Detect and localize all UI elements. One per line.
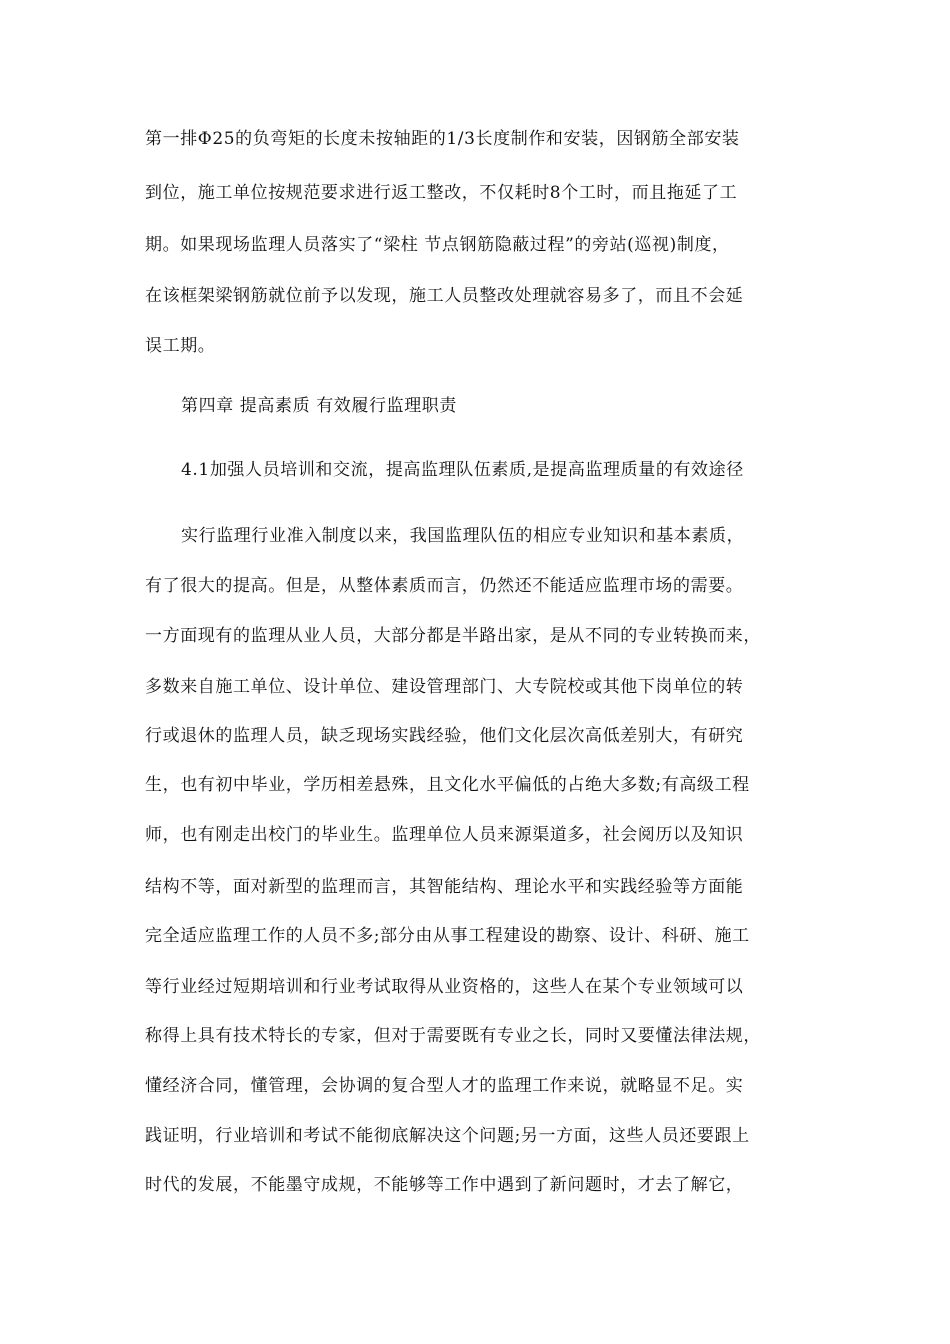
paragraph-line: 时代的发展，不能墨守成规，不能够等工作中遇到了新问题时，才去了解它， — [145, 1175, 744, 1195]
chapter-heading: 第四章 提高素质 有效履行监理职责 — [181, 396, 458, 416]
paragraph-line: 多数来自施工单位、设计单位、建设管理部门、大专院校或其他下岗单位的转 — [145, 677, 744, 697]
paragraph-line: 懂经济合同，懂管理，会协调的复合型人才的监理工作来说，就略显不足。实 — [145, 1076, 744, 1096]
paragraph-line: 生，也有初中毕业，学历相差悬殊，且文化水平偏低的占绝大多数;有高级工程 — [145, 775, 750, 795]
paragraph-line: 等行业经过短期培训和行业考试取得从业资格的，这些人在某个专业领域可以 — [145, 977, 744, 997]
paragraph-line: 行或退休的监理人员，缺乏现场实践经验，他们文化层次高低差别大，有研究 — [145, 726, 744, 746]
section-heading: 4.1加强人员培训和交流，提高监理队伍素质,是提高监理质量的有效途径 — [181, 460, 744, 480]
paragraph-line: 第一排Φ25的负弯矩的长度未按轴距的1/3长度制作和安装，因钢筋全部安装 — [145, 129, 740, 149]
paragraph-line: 结构不等，面对新型的监理而言，其智能结构、理论水平和实践经验等方面能 — [145, 877, 744, 897]
paragraph-line: 期。如果现场监理人员落实了“梁柱 节点钢筋隐蔽过程”的旁站(巡视)制度， — [145, 235, 730, 255]
paragraph-line: 称得上具有技术特长的专家，但对于需要既有专业之长，同时又要懂法律法规， — [145, 1026, 761, 1046]
paragraph-line: 误工期。 — [145, 336, 216, 356]
paragraph-line: 完全适应监理工作的人员不多;部分由从事工程建设的勘察、设计、科研、施工 — [145, 926, 750, 946]
paragraph-line: 到位，施工单位按规范要求进行返工整改，不仅耗时8个工时，而且拖延了工 — [145, 183, 738, 203]
paragraph-line: 一方面现有的监理从业人员，大部分都是半路出家，是从不同的专业转换而来， — [145, 626, 761, 646]
paragraph-line: 实行监理行业准入制度以来，我国监理队伍的相应专业知识和基本素质， — [181, 526, 745, 546]
paragraph-line: 有了很大的提高。但是，从整体素质而言，仍然还不能适应监理市场的需要。 — [145, 576, 744, 596]
paragraph-line: 践证明，行业培训和考试不能彻底解决这个问题;另一方面，这些人员还要跟上 — [145, 1126, 750, 1146]
paragraph-line: 师，也有刚走出校门的毕业生。监理单位人员来源渠道多，社会阅历以及知识 — [145, 825, 744, 845]
paragraph-line: 在该框架梁钢筋就位前予以发现，施工人员整改处理就容易多了，而且不会延 — [145, 286, 744, 306]
